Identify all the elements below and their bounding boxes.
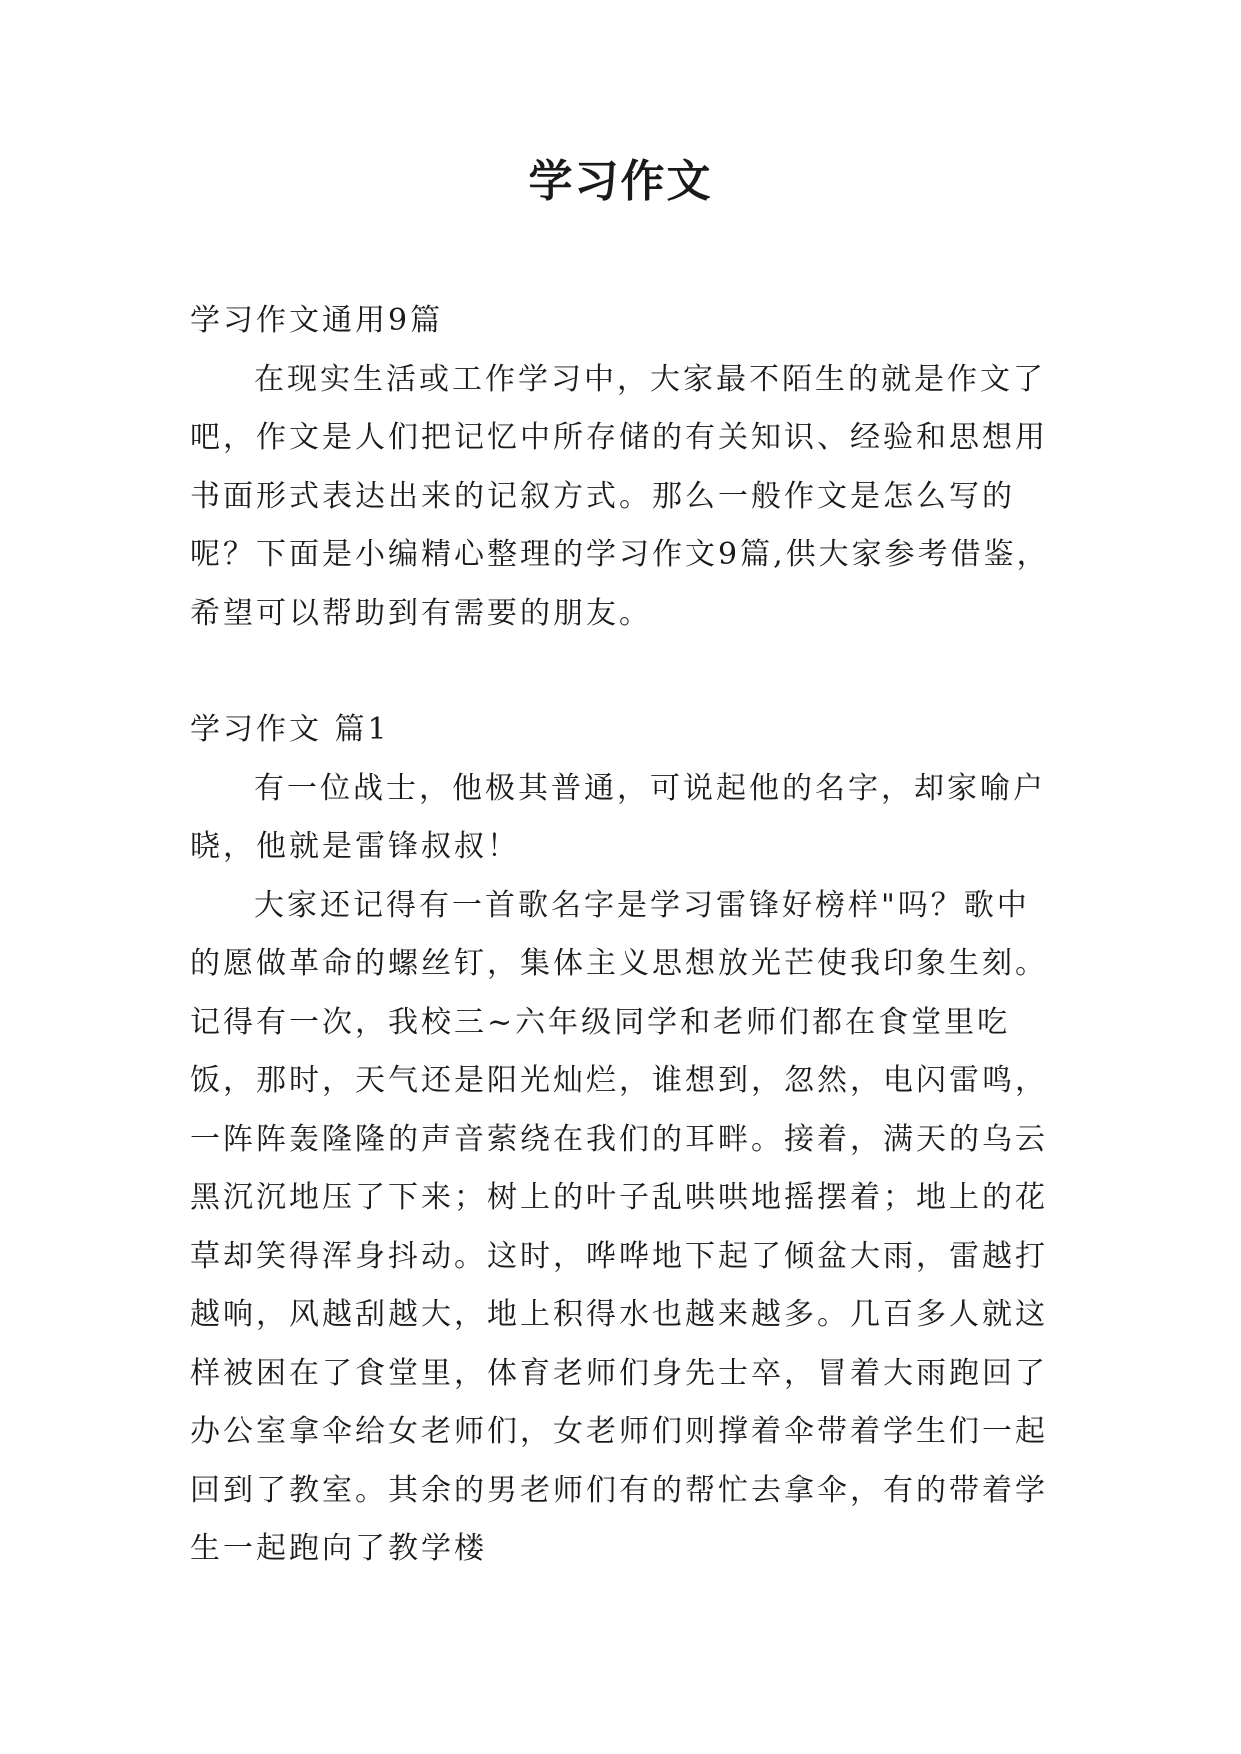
- section-paragraph: 大家还记得有一首歌名字是学习雷锋好榜样"吗？歌中的愿做革命的螺丝钉，集体主义思想放光芒使我印象生刻。记得有一次，我校三~六年级同学和老师们都在食堂里吃饭，那时，天气还是阳光灿烂，谁想到，忽然，电闪雷鸣，一阵阵轰隆隆的声音萦绕在我们的耳畔。接着，满天的乌云黑沉沉地压了下来；树上的叶子乱哄哄地摇摆着；地上的花草却笑得浑身抖动。这时，哗哗地下起了倾盆大雨，雷越打越响，风越刮越大，地上积得水也越来越多。几百多人就这样被困在了食堂里，体育老师们身先士卒，冒着大雨跑回了办公室拿伞给女老师们，女老师们则撑着伞带着学生们一起回到了教室。其余的男老师们有的帮忙去拿伞，有的带着学生一起跑向了教学楼: [190, 887, 1048, 1566]
- document-title: 学习作文: [528, 156, 713, 207]
- section-spacer: [190, 643, 1060, 701]
- document-body: [190, 292, 1060, 1579]
- section-heading: 学习作文 篇1: [190, 712, 390, 747]
- document-subtitle: 学习作文通用9篇: [190, 303, 444, 338]
- section-paragraph: 有一位战士，他极其普通，可说起他的名字，却家喻户晓，他就是雷锋叔叔！: [190, 770, 1046, 864]
- intro-paragraph: 在现实生活或工作学习中，大家最不陌生的就是作文了吧，作文是人们把记忆中所存储的有关知识、经验和思想用书面形式表达出来的记叙方式。那么一般作文是怎么写的呢？下面是小编精心整理的学习作文9篇,供大家参考借鉴，希望可以帮助到有需要的朋友。: [190, 361, 1050, 631]
